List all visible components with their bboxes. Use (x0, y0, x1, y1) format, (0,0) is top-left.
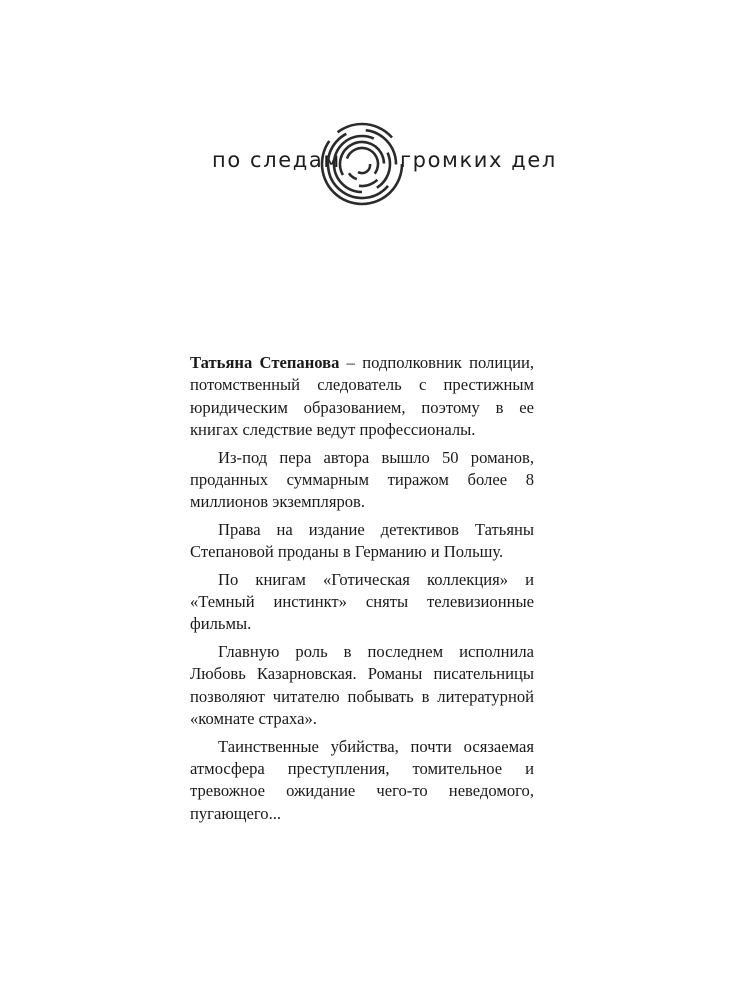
series-title-left: по следам (212, 148, 341, 172)
bio-paragraph: Права на издание детективов Татьяны Степановой проданы в Германию и Польшу. (190, 519, 534, 562)
series-title-right: громких дел (400, 148, 557, 172)
author-bio (190, 352, 534, 830)
spiral-logo-icon (318, 120, 406, 208)
bio-paragraph: Таинственные убийства, почти осязаемая атмосфера преступления, томительное и тревожное ожидание чего-то неведомого, пугающего... (190, 736, 534, 823)
bio-paragraph: Из-под пера автора вышло 50 романов, проданных суммарным тиражом более 8 миллионов экземпляров. (190, 447, 534, 512)
bio-intro: – подполковник полиции, потомственный следователь с престижным юридическим образованием, поэтому в ее книгах следствие ведут профессионалы. (190, 353, 534, 440)
bio-paragraph: По книгам «Готическая коллекция» и «Темный инстинкт» сняты телевизионные фильмы. (190, 569, 534, 634)
series-header (0, 120, 750, 210)
bio-paragraph: Главную роль в последнем исполнила Любовь Казарновская. Романы писательницы позволяют читателю побывать в литературной «комнате страха». (190, 641, 534, 729)
bio-paragraph (190, 352, 534, 442)
author-name: Татьяна Степанова (190, 353, 340, 372)
